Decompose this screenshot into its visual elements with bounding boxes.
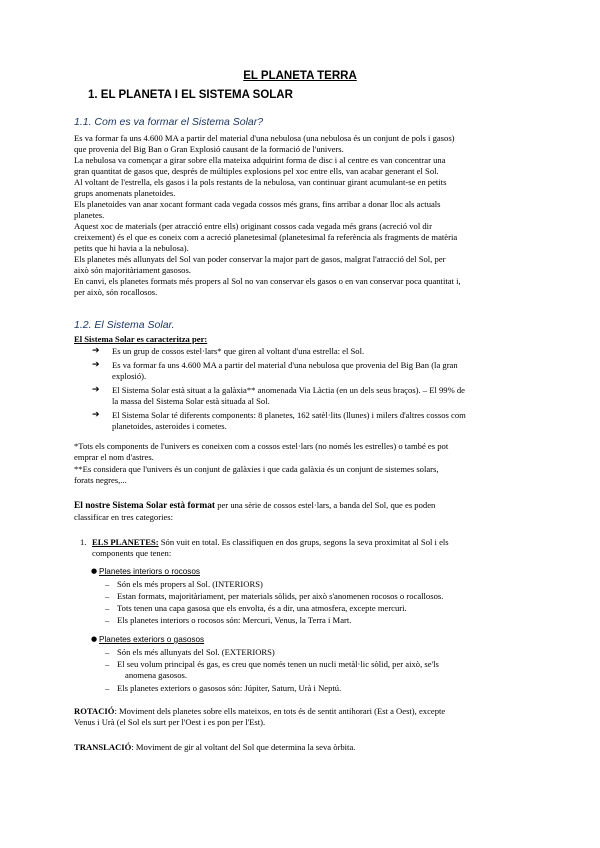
paragraph-line: Els planetes més allunyats del Sol van poder conservar la major part de gasos, malgrat l'atracció del Sol, per [74,254,446,264]
outer-planets-item: Els planetes exteriors o gasosos són: Júpiter, Saturn, Urà i Neptú. [117,683,342,693]
characteristic-item: Es un grup de cossos estel·lars* que giren al voltant d'una estrella: el Sol. [112,346,365,356]
dash-icon: – [105,683,110,693]
classification-intro-bold: El nostre Sistema Solar està format [74,501,216,511]
inner-planets-item: Tots tenen una capa gasosa que els envolta, és a dir, una atmosfera, excepte mercuri. [117,603,407,613]
arrow-bullet-icon: ➔ [92,346,100,356]
classification-intro [74,500,435,512]
paragraph-line: això són majoritàriament gasosos. [74,265,191,275]
paragraph-line: Es va formar fa uns 4.600 MA a partir del material d'una nebulosa (una nebulosa és un conjunt de pols i gasos) [74,133,455,143]
characteristic-item: Es va formar fa uns 4.600 MA a partir del material d'una nebulosa que provenia del Big Ban (la gran [112,360,458,370]
inner-planets-item: Estan formats, majoritàriament, per materials sòlids, per això s'anomenen rocosos o rocallosos. [117,591,444,601]
translation-definition [74,742,355,753]
arrow-bullet-icon: ➔ [92,385,100,395]
planets-item [92,537,449,548]
paragraph-line: Aquest xoc de materials (per atracció entre ells) originant cossos cada vegada més grans (acreció vol dir [74,221,432,231]
outer-planets-item: Són els més allunyats del Sol. (EXTERIORS) [117,647,275,657]
inner-planets-item: Els planetes interiors o rocosos són: Mercuri, Venus, la Terra i Mart. [117,615,352,625]
paragraph-line: petits que hi havia a la nebulosa). [74,243,189,253]
planets-text-cont: components que tenen: [92,548,172,558]
bullet-dot-icon: ● [91,567,98,575]
planets-text: Són vuit en total. Es classifiquen en dos grups, segons la seva proximitat al Sol i els [158,537,449,547]
subsection-heading-solar-system: 1.2. El Sistema Solar. [74,319,175,331]
dash-icon: – [105,591,110,601]
document-title: EL PLANETA TERRA [243,70,357,82]
dash-icon: – [105,603,110,613]
footnote-line: **Es considera que l'univers és un conjunt de galàxies i que cada galàxia és un conjunt de sistemes solars, [74,464,439,474]
paragraph-line: Al voltant de l'estrella, els gasos i la pols restants de la nebulosa, van continuar girant acumulant-se en petits [74,177,447,187]
paragraph-line: per això, són rocallosos. [74,287,158,297]
footnote-line: emprar el nom d'astres. [74,452,154,462]
paragraph-line: gran quantitat de gasos que, després de múltiples explosions pel xoc entre ells, van acabar generant el Sol. [74,166,439,176]
bullet-dot-icon: ● [91,635,98,643]
outer-planets-item: El seu volum principal és gas, es creu que només tenen un nucli metàl·lic sòlid, per això, se'ls [117,659,439,669]
characteristic-item-cont: planetoides, asteroides i cometes. [112,421,227,431]
rotation-text-cont: Venus i Urà (el Sol els surt per l'Oest i es pon per l'Est). [74,717,266,727]
translation-text: : Moviment de gir al voltant del Sol que determina la seva òrbita. [131,742,356,752]
classification-intro-rest: per una sèrie de cossos estel·lars, a banda del Sol, que es poden [215,500,436,510]
characteristic-item: El Sistema Solar té diferents components: 8 planetes, 162 satèl·lits (llunes) i milers d'altres cossos com [112,410,466,420]
characteristics-intro: El Sistema Solar es caracteritza per: [74,334,208,344]
paragraph-line: grups anomenats planetoides. [74,188,176,198]
rotation-definition [74,706,445,717]
paragraph-line: Els planetoides van anar xocant formant cada vegada cossos més grans, fins arribar a donar lloc als actuals [74,199,441,209]
dash-icon: – [105,579,110,589]
paragraph-line: En canvi, els planetes formats més propers al Sol no van conservar els gasos o en van conservar poca quantitat i, [74,276,461,286]
footnote-line: forats negres,... [74,475,127,485]
planets-label: ELS PLANETES: [92,537,159,547]
paragraph-line: que provenia del Big Ban o Gran Explosió causant de la formació de l'univers. [74,144,344,154]
characteristic-item-cont: explosió). [112,371,147,381]
dash-icon: – [105,615,110,625]
dash-icon: – [105,647,110,657]
list-number: 1. [80,537,87,547]
paragraph-line: planetes. [74,210,105,220]
paragraph-line: creixement) és el que es coneix com a acreció planetesimal (planetesimal fa referència als fragments de matèria [74,232,458,242]
characteristic-item-cont: la massa del Sistema Solar està situada al Sol. [112,396,270,406]
arrow-bullet-icon: ➔ [92,410,100,420]
paragraph-line: La nebulosa va començar a girar sobre ella mateixa adquirint forma de disc i al centre es van concentrar una [74,155,446,165]
rotation-label: ROTACIÓ [74,706,115,716]
inner-planets-item: Són els més propers al Sol. (INTERIORS) [117,579,263,589]
translation-label: TRANSLACIÓ [74,742,132,752]
footnote-line: *Tots els components de l'univers es coneixen com a cossos estel·lars (no només les estrelles) o també es pot [74,441,449,451]
characteristic-item: El Sistema Solar està situat a la galàxia** anomenada Via Làctia (en un dels seus braços). – El 99% de [112,385,465,395]
outer-planets-label: Planetes exteriors o gasosos [99,635,205,644]
classification-intro-line2: classificar en tres categories: [74,512,174,522]
rotation-text: : Moviment dels planetes sobre ells mateixos, en tots és de sentit antihorari (Est a Oest), excepte [114,706,446,716]
arrow-bullet-icon: ➔ [92,360,100,370]
section-heading: 1. EL PLANETA I EL SISTEMA SOLAR [88,89,293,101]
outer-planets-item-cont: anomena gasosos. [125,670,188,680]
dash-icon: – [105,659,110,669]
inner-planets-label: Planetes interiors o rocosos [99,567,201,576]
subsection-heading-formation: 1.1. Com es va formar el Sistema Solar? [74,116,264,128]
